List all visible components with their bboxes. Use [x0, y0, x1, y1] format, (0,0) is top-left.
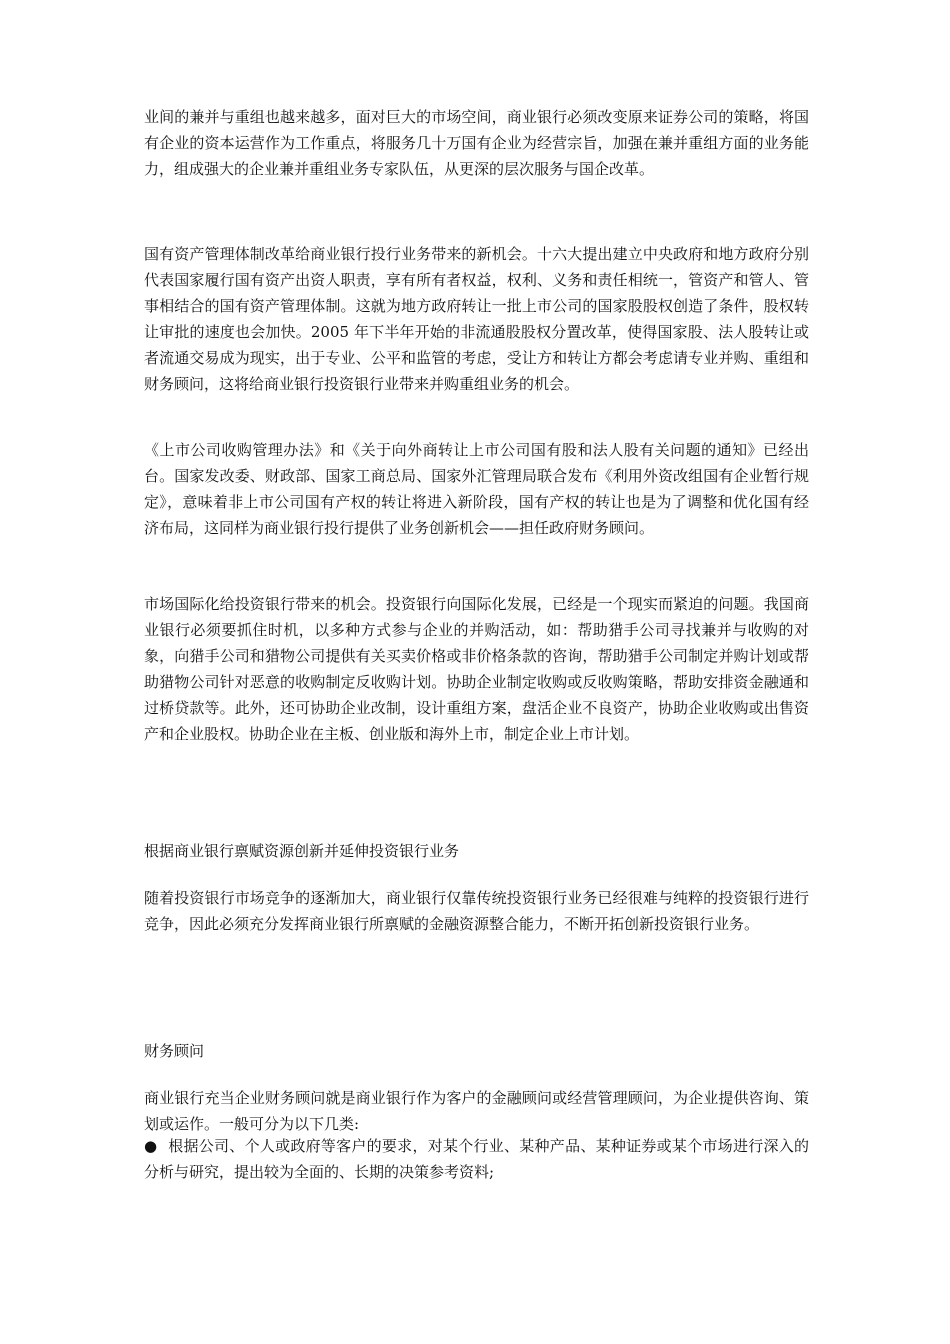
- paragraph-merger-restructuring: 业间的兼并与重组也越来越多，面对巨大的市场空间，商业银行必须改变原来证券公司的策略，将国有企业的资本运营作为工作重点，将服务几十万国有企业为经营宗旨，加强在兼并重组方面的业务能力，组成强大的企业兼并重组业务专家队伍，从更深的层次服务与国企改革。: [144, 108, 809, 178]
- paragraph-acquisition-regulations: 《上市公司收购管理办法》和《关于向外商转让上市公司国有股和法人股有关问题的通知》已经出台。国家发改委、财政部、国家工商总局、国家外汇管理局联合发布《利用外资改组国有企业暂行规定》，意味着非上市公司国有产权的转让将进入新阶段，国有产权的转让也是为了调整和优化国有经济布局，这同样为商业银行投行提供了业务创新机会——担任政府财务顾问。: [144, 441, 809, 537]
- bullet-marker: ●: [144, 1137, 158, 1155]
- paragraph-innovation: 随着投资银行市场竞争的逐渐加大，商业银行仅靠传统投资银行业务已经很难与纯粹的投资银行进行竞争，因此必须充分发挥商业银行所禀赋的金融资源整合能力，不断开拓创新投资银行业务。: [144, 889, 809, 933]
- section-heading-innovation: 根据商业银行禀赋资源创新并延伸投资银行业务: [144, 842, 460, 860]
- bullet-item: [144, 1133, 809, 1185]
- bullet-item-text: 根据公司、个人或政府等客户的要求，对某个行业、某种产品、某种证券或某个市场进行深入的分析与研究，提出较为全面的、长期的决策参考资料;: [144, 1137, 809, 1181]
- paragraph-state-asset-reform: 国有资产管理体制改革给商业银行投行业务带来的新机会。十六大提出建立中央政府和地方政府分别代表国家履行国有资产出资人职责，享有所有者权益，权利、义务和责任相统一，管资产和管人、管事相结合的国有资产管理体制。这就为地方政府转让一批上市公司的国家股股权创造了条件，股权转让审批的速度也会加快。2005 年下半年开始的非流通股股权分置改革，使得国家股、法人股转让或者流通交易成为现实，出于专业、公平和监管的考虑，受让方和转让方都会考虑请专业并购、重组和财务顾问，这将给商业银行投资银行业带来并购重组业务的机会。: [144, 245, 809, 393]
- paragraph-financial-advisor: 商业银行充当企业财务顾问就是商业银行作为客户的金融顾问或经营管理顾问，为企业提供咨询、策划或运作。一般可分为以下几类:: [144, 1089, 809, 1133]
- section-heading-financial-advisor: 财务顾问: [144, 1042, 205, 1060]
- paragraph-internationalization: 市场国际化给投资银行带来的机会。投资银行向国际化发展，已经是一个现实而紧迫的问题。我国商业银行必须要抓住时机，以多种方式参与企业的并购活动，如：帮助猎手公司寻找兼并与收购的对象，向猎手公司和猎物公司提供有关买卖价格或非价格条款的咨询，帮助猎手公司制定并购计划或帮助猎物公司针对恶意的收购制定反收购计划。协助企业制定收购或反收购策略，帮助安排资金融通和过桥贷款等。此外，还可协助企业改制，设计重组方案，盘活企业不良资产，协助企业收购或出售资产和企业股权。协助企业在主板、创业版和海外上市，制定企业上市计划。: [144, 595, 809, 743]
